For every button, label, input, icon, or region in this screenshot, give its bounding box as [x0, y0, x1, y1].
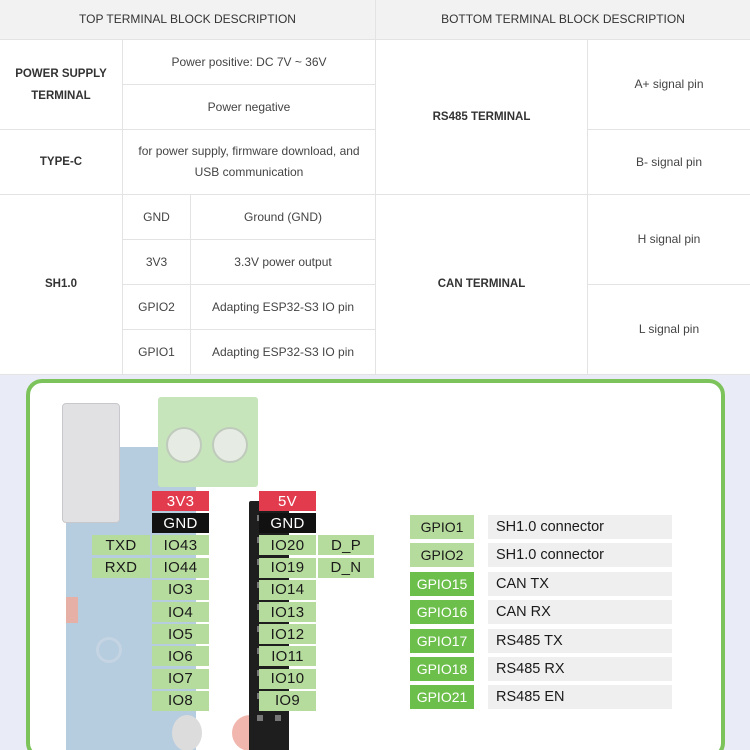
header-bottom-terminal: BOTTOM TERMINAL BLOCK DESCRIPTION [376, 0, 750, 40]
right-pin-label: GND [259, 513, 316, 533]
right-pin-label: IO13 [259, 602, 316, 622]
power-negative: Power negative [123, 85, 376, 130]
left-pin-label: IO7 [152, 669, 209, 689]
gpio-function: RS485 EN [488, 685, 672, 709]
usb-typec-connector [62, 403, 120, 523]
sh10-desc: Adapting ESP32-S3 IO pin [191, 285, 376, 330]
gpio-function: SH1.0 connector [488, 515, 672, 539]
boot-button [172, 715, 202, 750]
gpio-label: GPIO15 [410, 572, 474, 596]
pin-hole [257, 715, 263, 721]
right-pin-label: IO11 [259, 646, 316, 666]
right-extra-label: D_N [318, 558, 374, 578]
right-pin-label: 5V [259, 491, 316, 511]
right-pin-label: IO10 [259, 669, 316, 689]
antenna-connector [96, 637, 122, 663]
left-pin-label: IO3 [152, 580, 209, 600]
left-pin-label: IO6 [152, 646, 209, 666]
power-positive: Power positive: DC 7V ~ 36V [123, 40, 376, 85]
gpio-function: RS485 TX [488, 629, 672, 653]
left-extra-label: TXD [92, 535, 150, 555]
sh10-desc: Adapting ESP32-S3 IO pin [191, 330, 376, 375]
left-pin-label: GND [152, 513, 209, 533]
typec-description: for power supply, firmware download, and USB communication [123, 130, 376, 195]
left-pin-label: IO44 [152, 558, 209, 578]
gpio-label: GPIO1 [410, 515, 474, 539]
sh10-pin: GPIO1 [123, 330, 191, 375]
screw-icon [212, 427, 248, 463]
pinout-panel [26, 379, 725, 750]
gpio-label: GPIO2 [410, 543, 474, 567]
can-h-signal: H signal pin [588, 195, 750, 285]
right-pin-label: IO9 [259, 691, 316, 711]
left-pin-label: IO4 [152, 602, 209, 622]
sh10-pin: GPIO2 [123, 285, 191, 330]
gpio-function: RS485 RX [488, 657, 672, 681]
left-extra-label: RXD [92, 558, 150, 578]
rs485-label: RS485 TERMINAL [376, 40, 588, 195]
pin-hole [275, 715, 281, 721]
left-pin-label: 3V3 [152, 491, 209, 511]
sh10-desc: Ground (GND) [191, 195, 376, 240]
board-component [66, 597, 78, 623]
header-top-terminal: TOP TERMINAL BLOCK DESCRIPTION [0, 0, 376, 40]
typec-label: TYPE-C [0, 130, 123, 195]
right-pin-label: IO12 [259, 624, 316, 644]
gpio-function: SH1.0 connector [488, 543, 672, 567]
can-l-signal: L signal pin [588, 285, 750, 375]
gpio-function: CAN RX [488, 600, 672, 624]
gpio-label: GPIO17 [410, 629, 474, 653]
gpio-label: GPIO21 [410, 685, 474, 709]
sh10-pin: GND [123, 195, 191, 240]
rs485-b-signal: B- signal pin [588, 130, 750, 195]
right-extra-label: D_P [318, 535, 374, 555]
right-pin-label: IO20 [259, 535, 316, 555]
right-pin-label: IO14 [259, 580, 316, 600]
gpio-label: GPIO18 [410, 657, 474, 681]
left-pin-label: IO5 [152, 624, 209, 644]
sh10-label: SH1.0 [0, 195, 123, 375]
gpio-label: GPIO16 [410, 600, 474, 624]
screw-icon [166, 427, 202, 463]
left-pin-label: IO43 [152, 535, 209, 555]
sh10-pin: 3V3 [123, 240, 191, 285]
sh10-desc: 3.3V power output [191, 240, 376, 285]
power-supply-label: POWER SUPPLY TERMINAL [0, 40, 123, 130]
left-pin-label: IO8 [152, 691, 209, 711]
can-label: CAN TERMINAL [376, 195, 588, 375]
right-pin-label: IO19 [259, 558, 316, 578]
terminal-block [158, 397, 258, 487]
gpio-function: CAN TX [488, 572, 672, 596]
rs485-a-signal: A+ signal pin [588, 40, 750, 130]
